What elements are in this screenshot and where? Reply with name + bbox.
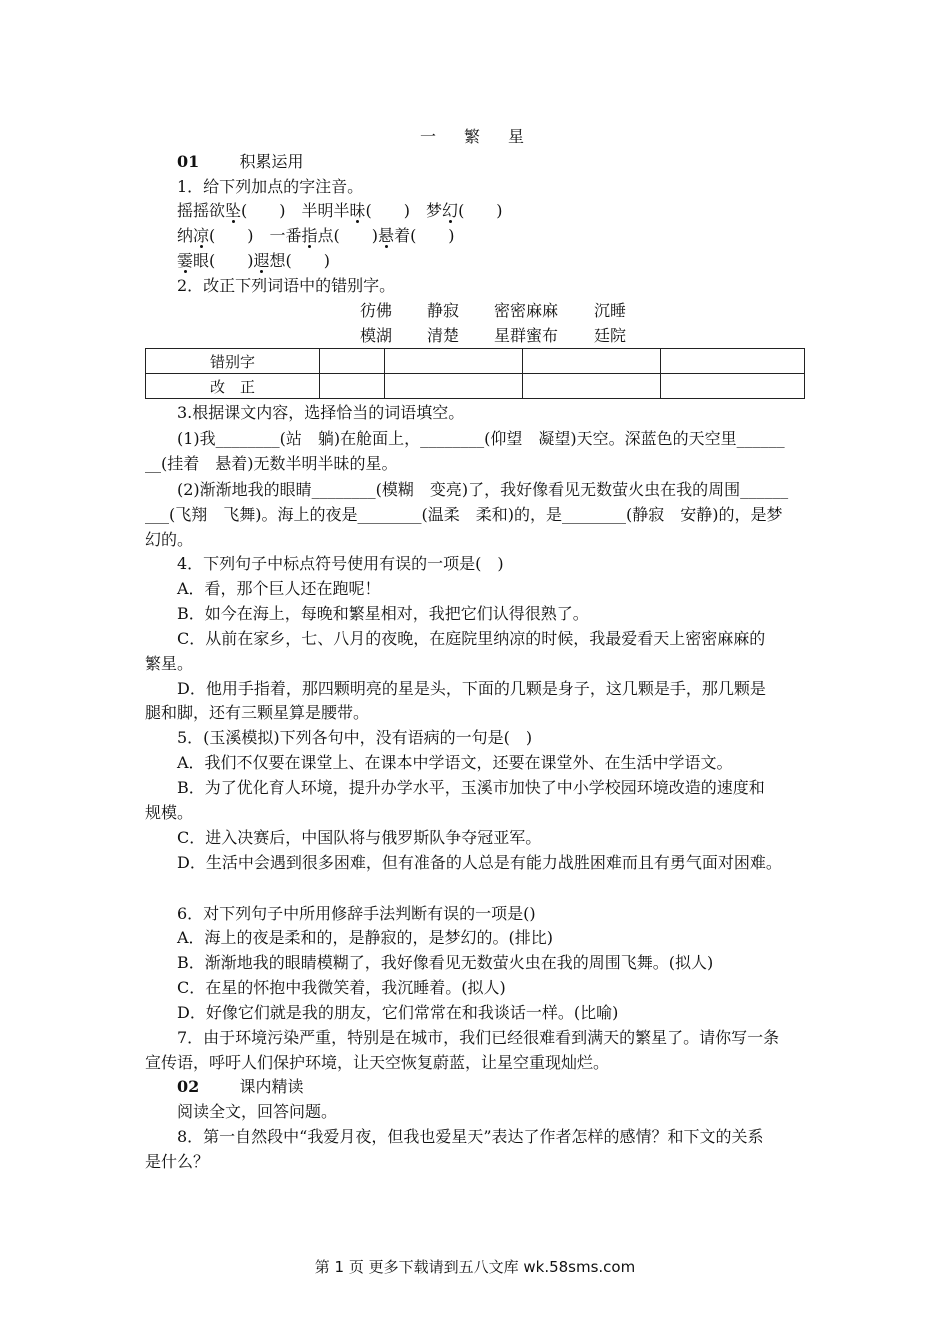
question-2-stem: 2．改正下列词语中的错别字。 [177, 276, 396, 295]
text: ( ) 梦 [365, 201, 443, 220]
row-header: 错别字 [146, 349, 320, 374]
text: ( ) 半明半 [241, 201, 350, 220]
reading-instruction: 阅读全文，回答问题。 [177, 1102, 338, 1121]
section-number: 02 [177, 1077, 200, 1096]
option-a: A．我们不仅要在课堂上、在课本中学语文，还要在课堂外、在生活中学语文。 [177, 753, 733, 772]
text: ( ) 一番 [209, 226, 302, 245]
question-1-stem: 1．给下列加点的字注音。 [177, 177, 364, 196]
question-3-part-2: (2)渐渐地我的眼睛________(模糊 变亮)了，我好像看见无数萤火虫在我的周围______ [177, 480, 789, 499]
question-3-stem: 3.根据课文内容，选择恰当的词语填空。 [177, 403, 465, 422]
word-row-2 [360, 324, 661, 348]
text: 眼( ) [193, 251, 254, 270]
dotted-char: 昧 [349, 201, 366, 220]
correction-table [145, 348, 805, 399]
section-number: 01 [177, 152, 200, 171]
text: 纳 [177, 226, 194, 245]
word: 廷院 [594, 326, 627, 345]
word: 静寂 [427, 301, 460, 320]
question-4-stem: 4．下列句子中标点符号使用有误的一项是( ) [177, 554, 504, 573]
section-label: 积累运用 [239, 152, 304, 171]
page-title: 一 繁 星 [419, 127, 530, 146]
dotted-char: 霎 [177, 251, 194, 270]
question-3-part-2: 幻的。 [145, 530, 194, 549]
word: 模湖 [360, 326, 393, 345]
question-6-stem: 6．对下列句子中所用修辞手法判断有误的一项是() [177, 904, 536, 923]
question-7: 宣传语，呼吁人们保护环境，让天空恢复蔚蓝，让星空重现灿烂。 [145, 1053, 610, 1072]
option-d: D．他用手指着，那四颗明亮的星是头，下面的几颗是身子，这几颗是手，那几颗是 [177, 679, 766, 698]
answer-cell[interactable] [320, 374, 385, 399]
option-d: D．好像它们就是我的朋友，它们常常在和我谈话一样。(比喻) [177, 1003, 619, 1022]
text: 摇摇欲 [177, 201, 226, 220]
text: 着( ) [394, 226, 455, 245]
table-row [146, 374, 805, 399]
question-8: 是什么？ [145, 1152, 210, 1171]
word-row-1 [360, 299, 661, 323]
dotted-char: 凉 [193, 226, 210, 245]
option-a: A．海上的夜是柔和的，是静寂的，是梦幻的。(排比) [177, 928, 554, 947]
question-3-part-1: __(挂着 悬着)无数半明半昧的星。 [145, 454, 398, 473]
option-c: C．在星的怀抱中我微笑着，我沉睡着。(拟人) [177, 978, 506, 997]
dotted-char: 幻 [442, 201, 459, 220]
option-c: 繁星。 [145, 654, 194, 673]
question-7: 7．由于环境污染严重，特别是在城市，我们已经很难看到满天的繁星了。请你写一条 [177, 1028, 780, 1047]
option-b: B．如今在海上，每晚和繁星相对，我把它们认得很熟了。 [177, 604, 589, 623]
option-d: 腿和脚，还有三颗星算是腰带。 [145, 703, 370, 722]
section-heading-2 [177, 1075, 303, 1099]
question-1-row-2 [177, 224, 455, 248]
section-heading-1 [177, 150, 303, 174]
word: 星群蜜布 [494, 326, 559, 345]
page-footer: 第 1 页 更多下载请到五八文库 wk.58sms.com [314, 1258, 636, 1276]
table-row [146, 349, 805, 374]
section-label: 课内精读 [239, 1077, 304, 1096]
option-b: 规模。 [145, 803, 194, 822]
answer-cell[interactable] [320, 349, 385, 374]
dotted-char: 悬 [378, 226, 395, 245]
question-1-row-1 [177, 199, 503, 223]
question-3-part-2: ___(飞翔 飞舞)。海上的夜是________(温柔 柔和)的，是________(静寂 安静)的，是梦 [145, 505, 783, 524]
row-header: 改 正 [146, 374, 320, 399]
option-a: A．看，那个巨人还在跑呢！ [177, 579, 381, 598]
option-c: C．从前在家乡，七、八月的夜晚，在庭院里纳凉的时候，我最爱看天上密密麻麻的 [177, 629, 766, 648]
answer-cell[interactable] [523, 349, 661, 374]
answer-cell[interactable] [523, 374, 661, 399]
question-3-part-1: (1)我________(站 躺)在舱面上，________(仰望 凝望)天空。深蓝色的天空里______ [177, 429, 785, 448]
word: 清楚 [427, 326, 460, 345]
answer-cell[interactable] [385, 349, 523, 374]
option-d: D．生活中会遇到很多困难，但有准备的人总是有能力战胜困难而且有勇气面对困难。 [177, 853, 782, 872]
question-1-row-3 [177, 249, 330, 273]
answer-cell[interactable] [661, 374, 805, 399]
text: 点( ) [317, 226, 379, 245]
word: 密密麻麻 [494, 301, 559, 320]
option-c: C．进入决赛后，中国队将与俄罗斯队争夺冠亚军。 [177, 828, 542, 847]
text: 想( ) [269, 251, 331, 270]
dotted-char: 坠 [225, 201, 242, 220]
option-b: B．为了优化育人环境，提升办学水平，玉溪市加快了中小学校园环境改造的速度和 [177, 778, 765, 797]
question-5-stem: 5．(玉溪模拟)下列各句中，没有语病的一句是( ) [177, 728, 533, 747]
dotted-char: 遐 [253, 251, 270, 270]
word: 彷佛 [360, 301, 393, 320]
dotted-char: 指 [301, 226, 318, 245]
answer-cell[interactable] [385, 374, 523, 399]
question-8: 8．第一自然段中“我爱月夜，但我也爱星天”表达了作者怎样的感情？和下文的关系 [177, 1127, 764, 1146]
answer-cell[interactable] [661, 349, 805, 374]
word: 沉睡 [594, 301, 627, 320]
option-b: B．渐渐地我的眼睛模糊了，我好像看见无数萤火虫在我的周围飞舞。(拟人) [177, 953, 714, 972]
text: ( ) [458, 201, 503, 220]
